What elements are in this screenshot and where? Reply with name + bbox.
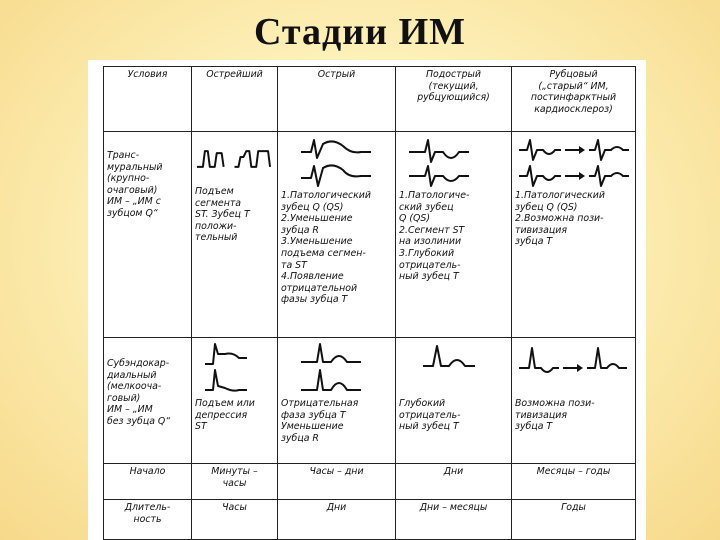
onset-scar: Месяцы – годы xyxy=(512,464,636,500)
ecg-subacute-transmural-icon xyxy=(399,134,508,190)
ecg-hyperacute-transmural-icon xyxy=(195,134,274,186)
scanned-table-sheet xyxy=(88,60,646,540)
subendocardial-acute: Отрицательная фаза зубца T Уменьшение зубца R xyxy=(278,338,396,464)
mi-stages-table xyxy=(103,66,636,540)
transmural-subacute: 1.Патологиче- ский зубец Q (QS) 2.Сегмент ST на изолинии 3.Глубокий отрицатель- ный зубец T xyxy=(396,132,512,338)
onset-label: Начало xyxy=(104,464,192,500)
duration-hyperacute: Часы xyxy=(192,500,278,540)
transmural-acute: 1.Патологический зубец Q (QS) 2.Уменьшение зубца R 3.Уменьшение подъема сегмен- та ST 4.Появление отрицательной фазы зубца T xyxy=(278,132,396,338)
transmural-hyperacute: Подъем сегмента ST. Зубец T положи- тельный xyxy=(192,132,278,338)
transmural-condition: Транс- муральный (крупно- очаговый) ИМ – „ИМ с зубцом Q“ xyxy=(104,132,192,338)
ecg-acute-transmural-icon xyxy=(281,134,392,190)
onset-subacute: Дни xyxy=(396,464,512,500)
header-subacute: Подострый (текущий, рубцующийся) xyxy=(396,67,512,132)
transmural-row xyxy=(104,132,636,338)
ecg-subacute-subendo-icon xyxy=(399,340,508,398)
header-hyperacute: Острейший xyxy=(192,67,278,132)
duration-scar: Годы xyxy=(512,500,636,540)
header-acute: Острый xyxy=(278,67,396,132)
ecg-scar-transmural-icon xyxy=(515,134,632,190)
subendocardial-hyperacute: Подъем или депрессия ST xyxy=(192,338,278,464)
slide-title: Стадии ИМ xyxy=(253,11,466,53)
ecg-acute-subendo-icon xyxy=(281,340,392,398)
subendocardial-subacute: Глубокий отрицатель- ный зубец T xyxy=(396,338,512,464)
ecg-scar-subendo-icon xyxy=(515,340,632,398)
onset-hyperacute: Минуты – часы xyxy=(192,464,278,500)
onset-acute: Часы – дни xyxy=(278,464,396,500)
ecg-hyperacute-subendo-icon xyxy=(195,340,274,398)
subendocardial-scar: Возможна пози- тивизация зубца T xyxy=(512,338,636,464)
onset-row xyxy=(104,464,636,500)
duration-acute: Дни xyxy=(278,500,396,540)
header-conditions: Условия xyxy=(104,67,192,132)
subendocardial-condition: Субэндокар- диальный (мелкоочa- говый) ИМ – „ИМ без зубца Q“ xyxy=(104,338,192,464)
duration-label: Длитель- ность xyxy=(104,500,192,540)
header-row xyxy=(104,67,636,132)
duration-subacute: Дни – месяцы xyxy=(396,500,512,540)
duration-row xyxy=(104,500,636,540)
header-scar: Рубцовый („старый“ ИМ, постинфарктный кардиосклероз) xyxy=(512,67,636,132)
transmural-scar: 1.Патологический зубец Q (QS) 2.Возможна пози- тивизация зубца T xyxy=(512,132,636,338)
subendocardial-row xyxy=(104,338,636,464)
